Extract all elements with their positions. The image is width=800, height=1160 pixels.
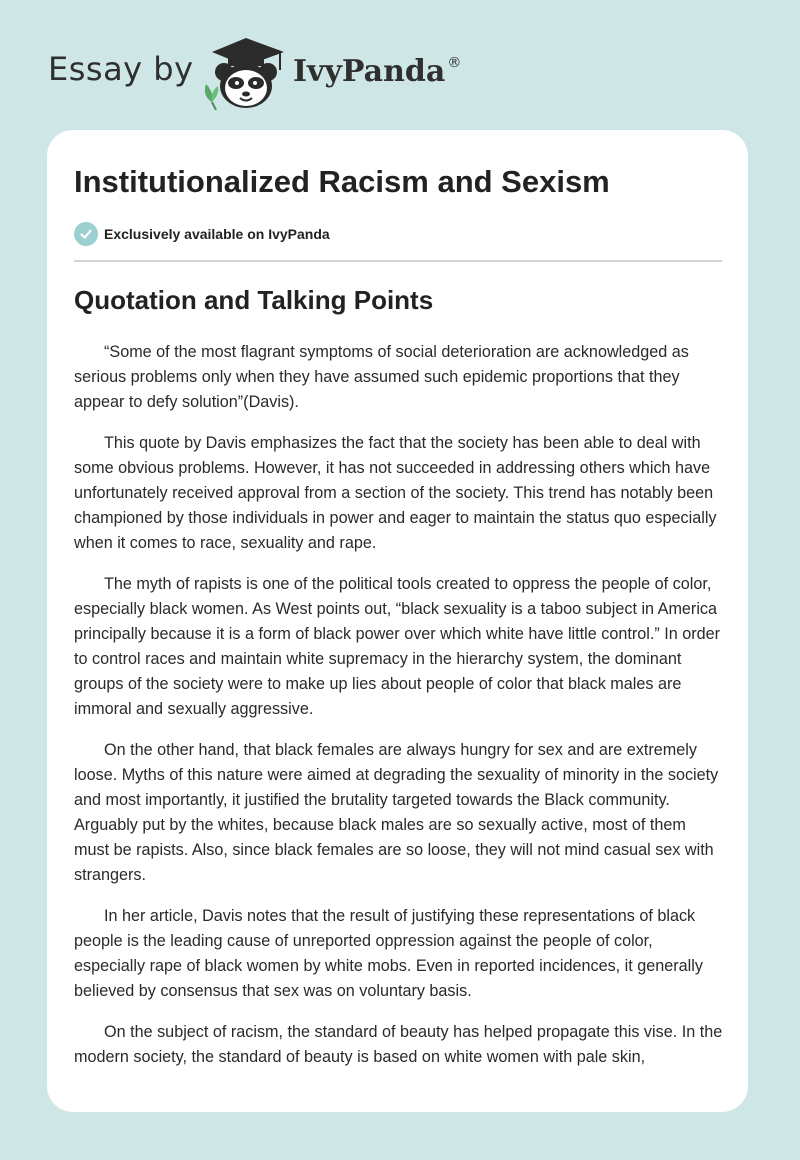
paragraph: This quote by Davis emphasizes the fact that the society has been able to deal with some obvious problems. However, it has not succeeded in addressing others which have unfortunately received approval from a section of the society. This trend has notably been championed by those individuals in power and eager to maintain the status quo especially when it comes to race, sexuality and rape. <box>74 434 717 552</box>
essay-by-label: Essay by <box>48 50 194 88</box>
exclusive-badge <box>74 222 330 246</box>
essay-card <box>47 130 748 1112</box>
check-circle-icon <box>74 222 98 246</box>
brand-text: IvyPanda <box>293 54 446 89</box>
divider <box>74 260 722 262</box>
brand-name[interactable] <box>293 54 461 89</box>
registered-mark: ® <box>447 55 462 71</box>
paragraph: The myth of rapists is one of the political tools created to oppress the people of color, especially black women. As West points out, “black sexuality is a taboo subject in America principally because it is a form of black power over which white have little control.” In order to control races and maintain white supremacy in the hierarchy system, the dominant groups of the society were to make up lies about people of color that black males are immoral and sexually aggressive. <box>74 575 720 718</box>
badge-label: Exclusively available on IvyPanda <box>104 226 330 242</box>
paragraph: On the other hand, that black females are always hungry for sex and are extremely loose. Myths of this nature were aimed at degrading the sexuality of minority in the society and most importantly, it justified the brutality targeted towards the Black community. Arguably put by the whites, because black males are so sexually active, most of them must be rapists. Also, since black females are so loose, they will not mind casual sex with strangers. <box>74 741 719 884</box>
essay-body <box>74 340 724 1086</box>
panda-logo-icon[interactable] <box>200 36 292 110</box>
paragraph: On the subject of racism, the standard of beauty has helped propagate this vise. In the modern society, the standard of beauty is based on white women with pale skin, <box>74 1023 723 1066</box>
paragraph: In her article, Davis notes that the result of justifying these representations of black people is the leading cause of unreported oppression against the people of color, especially rape of black women by white mobs. Even in reported incidences, it generally believed by consensus that sex was on voluntary basis. <box>74 907 703 1000</box>
page-title: Institutionalized Racism and Sexism <box>74 164 610 199</box>
paragraph: “Some of the most flagrant symptoms of social deterioration are acknowledged as serious problems only when they have assumed such epidemic proportions that they appear to defy solution”(Davis). <box>74 343 689 411</box>
header <box>0 0 800 130</box>
section-heading: Quotation and Talking Points <box>74 285 434 315</box>
